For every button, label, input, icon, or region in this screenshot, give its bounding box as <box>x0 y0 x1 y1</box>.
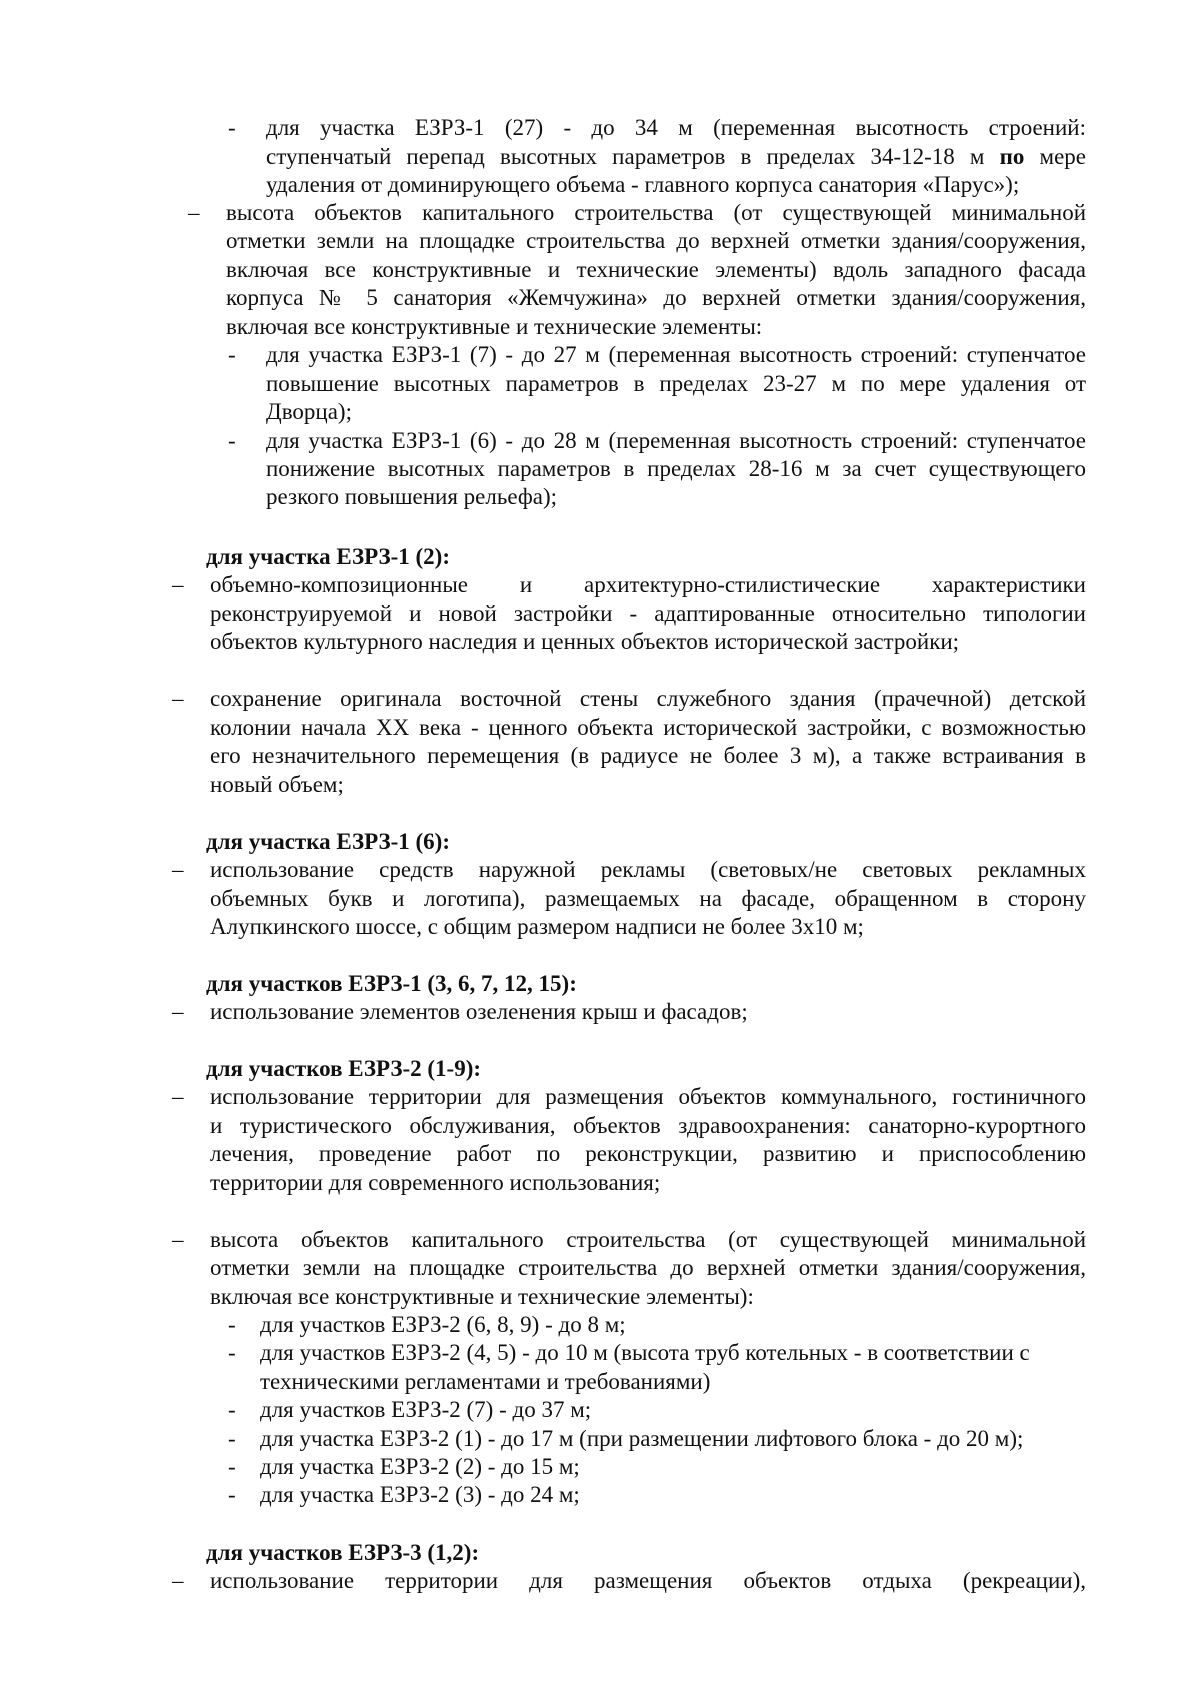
paragraph-line: лечения, проведение работ по реконструкции, развитию и приспособлению <box>210 1141 1086 1166</box>
paragraph-line: Алупкинского шоссе, с общим размером надписи не более 3х10 м; <box>210 914 864 939</box>
paragraph-line: сохранение оригинала восточной стены служебного здания (прачечной) детской <box>210 686 1086 711</box>
list-item: для участка ЕЗРЗ-2 (2) - до 15 м; <box>260 1454 580 1479</box>
paragraph-line: понижение высотных параметров в пределах 28-16 м за счет существующего <box>266 456 1086 481</box>
paragraph-line: включая все конструктивные и технические элементы) вдоль западного фасада <box>226 257 1086 282</box>
main-bullet-marker: – <box>172 572 184 597</box>
list-item: для участков ЕЗРЗ-2 (7) - до 37 м; <box>260 1397 592 1422</box>
paragraph-line: объектов культурного наследия и ценных объектов исторической застройки; <box>210 629 960 654</box>
paragraph-line: для участка ЕЗРЗ-1 (6) - до 28 м (переменная высотность строений: ступенчатое <box>266 428 1086 453</box>
sub-bullet-marker: - <box>228 1482 236 1507</box>
section-heading: для участков ЕЗРЗ-3 (1,2): <box>206 1540 480 1565</box>
paragraph-line <box>266 143 1086 171</box>
paragraph-line: использование средств наружной рекламы (световых/не световых рекламных <box>210 857 1086 882</box>
paragraph-line: высота объектов капитального строительства (от существующей минимальной <box>226 200 1086 225</box>
paragraph-line: отметки земли на площадке строительства до верхней отметки здания/сооружения, <box>210 1255 1086 1280</box>
text-span: мере <box>1024 144 1086 169</box>
paragraph-line: территории для современного использования; <box>210 1170 661 1195</box>
main-bullet-marker: – <box>172 1568 184 1593</box>
sub-bullet-marker: - <box>228 1454 236 1479</box>
paragraph-line: включая все конструктивные и технические элементы): <box>210 1284 754 1309</box>
sub-bullet-marker: - <box>228 428 236 453</box>
paragraph-line: Дворца); <box>266 399 352 424</box>
paragraph-line: и туристического обслуживания, объектов здравоохранения: санаторно-курортного <box>210 1113 1086 1138</box>
paragraph-line: высота объектов капитального строительства (от существующей минимальной <box>210 1227 1086 1252</box>
main-bullet-marker: – <box>172 686 184 711</box>
text-span: ступенчатый перепад высотных параметров в пределах 34-12-18 м <box>266 144 1000 169</box>
paragraph-line: резкого повышения рельефа); <box>266 484 558 509</box>
paragraph-line: его незначительного перемещения (в радиусе не более 3 м), а также встраивания в <box>210 743 1086 768</box>
paragraph-line: колонии начала XX века - ценного объекта исторической застройки, с возможностью <box>210 715 1086 740</box>
paragraph-line: объемно-композиционные и архитектурно-стилистические характеристики <box>210 572 1086 597</box>
main-bullet-marker: – <box>172 999 184 1024</box>
main-bullet-marker: – <box>172 857 184 882</box>
sub-bullet-marker: - <box>228 1312 236 1337</box>
paragraph-line: отметки земли на площадке строительства до верхней отметки здания/сооружения, <box>226 228 1086 253</box>
paragraph-line: для участка ЕЗРЗ-1 (7) - до 27 м (переменная высотность строений: ступенчатое <box>266 342 1086 367</box>
paragraph-line: для участка ЕЗРЗ-1 (27) - до 34 м (переменная высотность строений: <box>266 115 1086 140</box>
sub-bullet-marker: - <box>228 1397 236 1422</box>
paragraph-line: использование территории для размещения объектов отдыха (рекреации), <box>210 1568 1086 1593</box>
section-heading: для участка ЕЗРЗ-1 (6): <box>206 829 450 854</box>
sub-bullet-marker: - <box>228 342 236 367</box>
main-bullet-marker: – <box>188 200 200 225</box>
list-item: для участка ЕЗРЗ-2 (3) - до 24 м; <box>260 1482 580 1507</box>
paragraph-line: реконструируемой и новой застройки - адаптированные относительно типологии <box>210 601 1086 626</box>
paragraph-line: использование элементов озеленения крыш и фасадов; <box>210 999 748 1024</box>
main-bullet-marker: – <box>172 1227 184 1252</box>
bold-text-span: по <box>999 144 1025 169</box>
paragraph-line: использование территории для размещения объектов коммунального, гостиничного <box>210 1084 1086 1109</box>
sub-bullet-marker: - <box>228 1340 236 1365</box>
section-heading: для участков ЕЗРЗ-2 (1-9): <box>206 1056 482 1081</box>
paragraph-line: повышение высотных параметров в пределах 23-27 м по мере удаления от <box>266 371 1086 396</box>
section-heading: для участков ЕЗРЗ-1 (3, 6, 7, 12, 15): <box>206 971 577 996</box>
list-item: для участка ЕЗРЗ-2 (1) - до 17 м (при размещении лифтового блока - до 20 м); <box>260 1426 1024 1451</box>
paragraph-line: включая все конструктивные и технические элементы: <box>226 314 763 339</box>
paragraph-line: объемных букв и логотипа), размещаемых на фасаде, обращенном в сторону <box>210 886 1086 911</box>
paragraph-line: корпуса № 5 санатория «Жемчужина» до верхней отметки здания/сооружения, <box>226 285 1086 310</box>
list-item: для участков ЕЗРЗ-2 (4, 5) - до 10 м (высота труб котельных - в соответствии с <box>260 1340 1030 1365</box>
paragraph-line: удаления от доминирующего объема - главного корпуса санатория «Парус»); <box>266 172 1020 197</box>
sub-bullet-marker: - <box>228 1426 236 1451</box>
list-item: для участков ЕЗРЗ-2 (6, 8, 9) - до 8 м; <box>260 1312 626 1337</box>
sub-bullet-marker: - <box>228 115 236 140</box>
main-bullet-marker: – <box>172 1084 184 1109</box>
section-heading: для участка ЕЗРЗ-1 (2): <box>206 544 450 569</box>
paragraph-line: новый объем; <box>210 772 344 797</box>
list-item-continuation: техническими регламентами и требованиями) <box>260 1369 711 1394</box>
